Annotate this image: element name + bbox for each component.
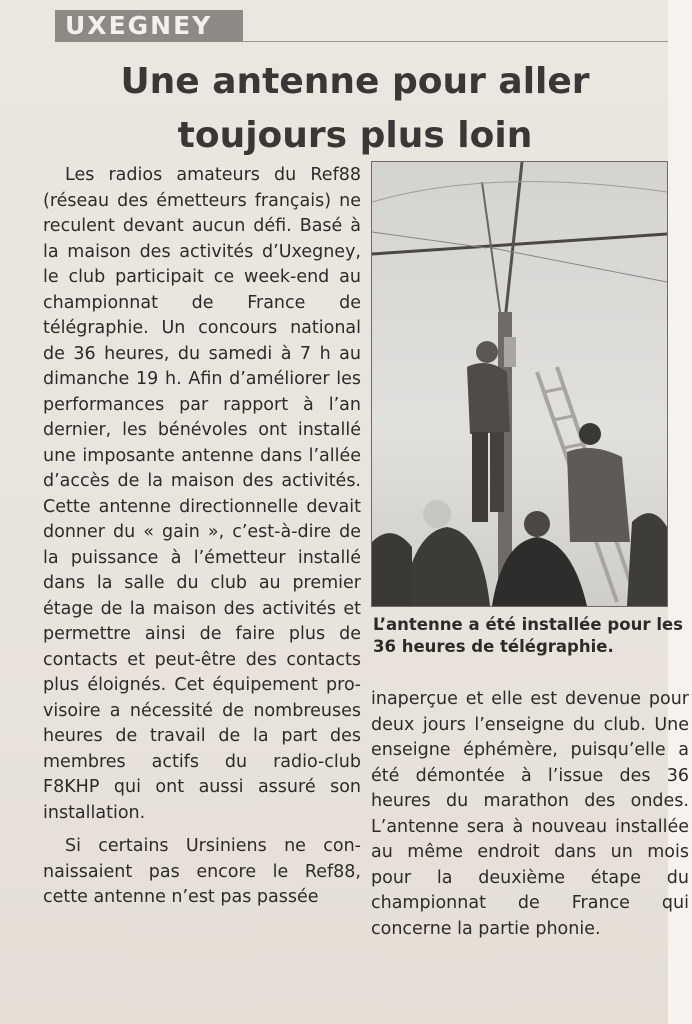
rubric-rule xyxy=(243,41,668,42)
photo-caption: L’antenne a été installée pour les 36 heures de télégraphie. xyxy=(373,615,683,656)
article-paragraph-2-end: inaperçue et elle est devenue pour deux jours l’enseigne du club. Une enseigne éphémère, puisqu’elle a été démontée à l’issue des 36 heures du marathon des ondes. L’antenne sera à nouveau installée au même endroit dans un mois pour la deuxième étape du championnat de France qui concerne la partie phonie. xyxy=(371,689,689,939)
article-paragraph-1: Les radios amateurs du Ref88 (réseau des émetteurs français) ne reculent devant aucun défi. Basé à la maison des activités d’Uxegney, le club participait ce week-end au championnat de France de télégraphie. Un concours national de 36 heures, du samedi à 7 h au dimanche 19 h. Afin d’améliorer les performances par rapport à l’an dernier, les bénévoles ont installé une imposante antenne dans l’allée d’accès de la maison des activités. Cette antenne directionnelle devait donner du « gain », c’est-à-dire de la puissance à l’émetteur installé dans la salle du club au premier étage de la maison des activités et permettre ainsi de faire plus de contacts et peut-être des contacts plus éloignés. Cet équipement provisoire a nécessité de nombreuses heures de travail de la part des membres actifs du radio-club F8KHP qui ont aussi assuré son installation. xyxy=(43,165,361,823)
article-column-right xyxy=(371,687,689,942)
antenna-photo-illustration xyxy=(372,162,667,606)
article-headline: Une antenne pour aller toujours plus loin xyxy=(120,61,590,156)
antenna-photo xyxy=(371,161,668,607)
article-column-left xyxy=(43,163,361,911)
section-rubric: UXEGNEY xyxy=(55,10,243,42)
article-paragraph-2-start: Si certains Ursiniens ne connaissaient pas encore le Ref88, cette antenne n’est pas passée xyxy=(43,836,361,907)
